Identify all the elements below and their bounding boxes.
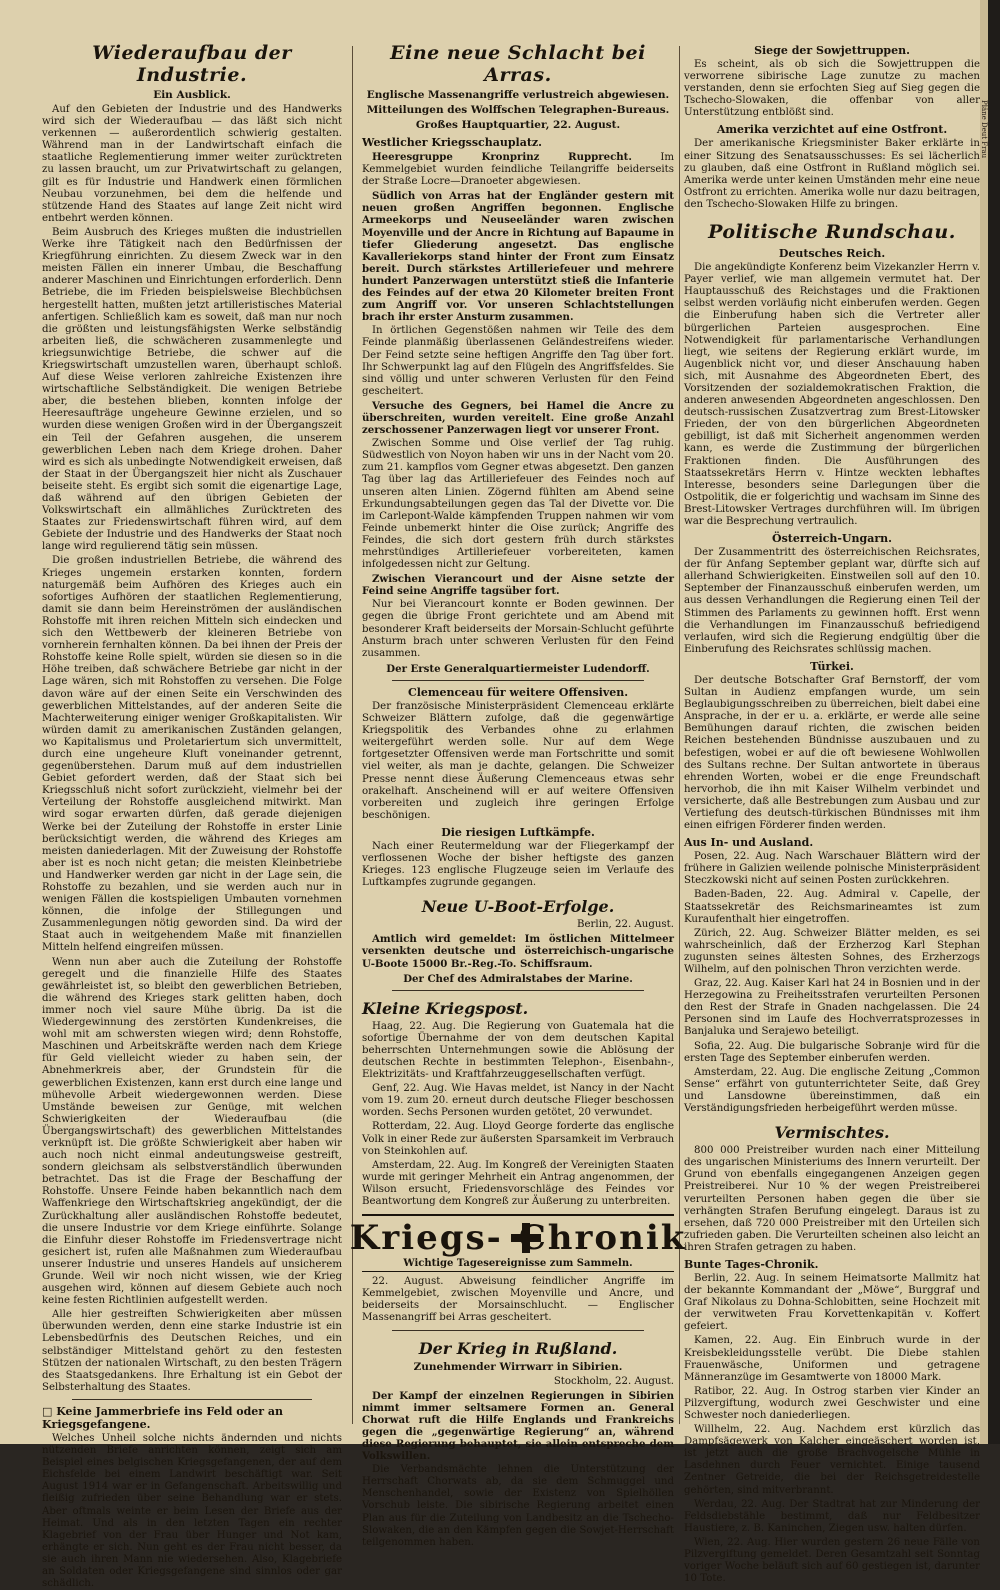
paragraph: In örtlichen Gegenstößen nahmen wir Teile des dem Feinde planmäßig überlassenen Geländestreifens wieder. Der Feind setzte seine heftigen Angriffe den Tag über fort. Ihr Schwerpunkt lag auf den Flügeln des Angriffsfeldes. Sie sind völlig und unter schweren Verlusten für den Feind gescheitert. [362, 325, 674, 397]
paragraph: Auf den Gebieten der Industrie und des Handwerks wird sich der Wiederaufbau — das läßt sich nicht verkennen — außerordentlich schwierig gestalten. Während man in der Landwirtschaft einfach die staatliche Reglementierung immer weiter zurücktreten zu lassen braucht, um zur Privatwirtschaft zu gelangen, gilt es für Industrie und Handwerk einen förmlichen Neubau vorzunehmen, bei dem die helfende und stützende Hand des Staates auf lange Zeit nicht wird entbehrt werden können. [42, 104, 342, 224]
subsection-heading: Aus In- und Ausland. [684, 836, 814, 850]
divider [392, 680, 644, 681]
section-heading: Der Krieg in Rußland. [418, 1338, 618, 1358]
news-item: Wien, 22. Aug. Hier wurden gestern 26 neue Fälle von Pilzvergiftung gemeldet. Deren Gesamtzahl seit Sonntag voriger Woche beläuft sich auf 60 gestiegen ist, darunter 10 Tote. [684, 1536, 980, 1585]
note-title: □ Keine Jammerbriefe ins Feld oder an Kriegsgefangene. [42, 1404, 284, 1431]
news-item: Amsterdam, 22. Aug. Im Kongreß der Vereinigten Staaten wurde mit geringer Mehrheit ein Antrag angenommen, der Wilson ersucht, Friedensvorschläge des Feindes vor Beantwortung dem Kongreß zur Äußerung zu unterbreiten. [362, 1159, 674, 1208]
section-heading: Vermischtes. [774, 1123, 890, 1143]
note-paragraph: Welches Unheil solche nichts ändernden und nichts nützenden Briefe anrichten können, zeigt sich am Beispiel eines belgischen Kriegsgefangenen, der auf dem Eichsfelde bei einem Landwirt beschäftigt war. Seit August 1914 war er in Gefangenschaft. Arbeitswillig und fleißig zufrieden über seine Behandlung war er stets. Aber oftmals weinte er beim Lesen der Briefe aus der Heimat. Und als in den letzten Tagen ein rechter Klagebrief von der Frau über Hunger und Not kam, erhängte er sich. Nun geht es der Frau nicht besser, da sie auch ihren Mann nie wiedersehen. Also, Klagebriefe an Soldaten oder Kriegsgefangene sind sinnlos oder gar schädlich. [42, 1432, 342, 1590]
paragraph: Die angekündigte Konferenz beim Vizekanzler Herrn v. Payer verlief, wie man allgemein vermutet hat. Der Hauptausschuß des Reichstages und die Fraktionen selbst werden vorläufig nicht einberufen werden. Gegen die Einberufung haben sich die Vertreter aller bürgerlichen Parteien ausgesprochen. Eine Notwendigkeit für parlamentarische Verhandlungen liegt, wie seitens der Regierung erklärt wurde, im Augenblick nicht vor, und dieser Anschauung haben sich, mit Ausnahme des Abgeordneten Ebert, des Vorsitzenden der sozialdemokratischen Fraktion, die anderen anwesenden Abgeordneten angeschlossen. Den deutsch-russischen Zusatzvertrag zum Brest-Litowsker Frieden, der von den bürgerlichen Abgeordneten gebilligt, ist daß mit Sicherheit angenommen werden kann, es werde die Zustimmung der bürgerlichen Fraktionen finden. Die Ausführungen des Staatssekretärs Herrn v. Hintze weckten lebhaftes Interesse, besonders seine Darlegungen über die Ostpolitik, die er folgerichtig und wachsam im Sinne des Brest-Litowsker Vertrages durchführen will. Im übrigen war die Besprechung vertraulich. [684, 262, 980, 527]
bold-paragraph: Versuche des Gegners, bei Hamel die Ancre zu überschreiten, wurden vereitelt. Eine große Anzahl zerschossener Panzerwagen liegt vor unserer Front. [362, 399, 674, 437]
article-title: Wiederaufbau der Industrie. [92, 42, 292, 86]
column-politics [684, 40, 980, 1585]
kriegs-chronik-banner [349, 1214, 687, 1272]
paragraph: Es scheint, als ob sich die Sowjettruppen die verworrene sibirische Lage zunutze zu machen verstanden, denn sie erfochten Sieg auf Sieg gegen die Tschecho-Slowaken, die offenbar von aller Unterstützung entblößt sind. [684, 59, 980, 119]
subsection-heading: Bunte Tages-Chronik. [684, 1257, 819, 1271]
chronicle-item: 22. August. Abweisung feindlicher Angriffe im Kemmelgebiet, zwischen Moyenville und Ancre, und beiderseits der Morsainschlucht. — Englischer Massenangriff bei Arras gescheitert. [362, 1276, 674, 1324]
news-item: Werdau, 22. Aug. Der Stadtrat hat zur Minderung der Feldsdiebstähle bestimmt, daß nur Feldbesitzer Haustiere, z. B. Kaninchen, Ziegen usw. halten dürfen. [684, 1498, 980, 1534]
dateline: Großes Hauptquartier, 22. August. [415, 119, 621, 131]
adjacent-page-sliver [980, 0, 988, 1444]
section-heading: Politische Rundschau. [708, 221, 956, 244]
banner-subtitle: Wichtige Tagesereignisse zum Sammeln. [403, 1258, 633, 1270]
divider [392, 990, 644, 991]
dateline: Berlin, 22. August. [577, 919, 674, 931]
banner-right-word: Chronik [518, 1218, 687, 1259]
paragraph: Der Zusammentritt des österreichischen Reichsrates, der für Anfang September geplant war, dürfte sich auf allerhand Schwierigkeiten. Einstweilen soll auf den 10. September der Finanzausschuß einberufen werden, um aus dessen Verhandlungen die Regierung einen Teil der Stimmen des Parlaments zu gewinnen hofft. Erst wenn die Verhandlungen im Finanzausschuß befriedigend verlaufen, wird sich die Regierung endgültig über die Einberufung des Reichsrates schlüssig machen. [684, 547, 980, 655]
paragraph: Beim Ausbruch des Krieges mußten die industriellen Werke ihre Tätigkeit nach den Bedürfnissen der Kriegführung einrichten. Zu diesem Zweck war in den meisten Fällen ein innerer Umbau, die Beschaffung anderer Maschinen und Einrichtungen erforderlich. Denn Betriebe, die im Frieden beispielsweise Blechbüchsen hergestellt hatten, mußten jetzt artilleristisches Material anfertigen. Schließlich kam es soweit, daß man nur noch die größten und leistungsfähigsten Werke selbständig arbeiten ließ, die schwächeren zusammenlegte und kriegsunwichtige Betriebe, die schwer auf die Kriegswirtschaft umzustellen waren, überhaupt schloß. Auf diese Weise verloren zahlreiche Existenzen ihre wirtschaftliche Selbständigkeit. Die wenigen Betriebe aber, die bestehen blieben, konnten infolge der Heeresaufträge ungeheure Gewinne erzielen, und so wurden diese wenigen Großen wird in der Übergangszeit ein Teil der Gefahren ausgehen, die unserem gewerblichen Leben nach dem Kriege drohen. Daher wird es sich als unbedingte Notwendigkeit erweisen, daß der Staat in der Übergangszeit hier nicht als Zuschauer beiseite steht. Es ergibt sich somit die eigenartige Lage, daß während auf den übrigen Gebieten der Volkswirtschaft ein allmähliches Zurücktreten des Staates zur Friedenswirtschaft führen wird, auf dem Gebiete der Industrie und des Handwerks der Staat noch lange wird regulierend tätig sein müssen. [42, 226, 342, 553]
bold-paragraph: Südlich von Arras hat der Engländer gestern mit neuen großen Angriffen begonnen. Englische Armeekorps und Neuseeländer waren zwischen Moyenville und der Ancre in Richtung auf Bapaume in tiefer Gliederung angesetzt. Das englische Kavalleriekorps stand hinter der Front zum Einsatz bereit. Durch stärkstes Artilleriefeuer und mehrere hundert Panzerwagen unterstützt stieß die Infanterie des Feindes auf der etwa 20 Kilometer breiten Front zum Angriff vor. Vor unseren Schlachtstellungen brach ihr erster Ansturm zusammen. [362, 190, 674, 324]
news-item: Baden-Baden, 22. Aug. Admiral v. Capelle, der Staatssekretär des Reichsmarineamtes ist zum Kuraufenthalt hier eingetroffen. [684, 889, 980, 925]
article-title: Eine neue Schlacht bei Arras. [390, 42, 646, 86]
paragraph: Wenn nun aber auch die Zuteilung der Rohstoffe geregelt und die finanzielle Hilfe des Staates gewährleistet ist, so bleibt den gewerblichen Betrieben, die während des Krieges stark gelitten haben, doch immer noch viel saure Mühe übrig. Da ist die Wiedergewinnung des zerstörten Kundenkreises, die wohl mit am schwersten wiegen wird; denn Rohstoffe, Maschinen und Arbeitskräfte werden nach dem Kriege für Geld vielleicht wieder zu haben sein, der Abnehmerkreis aber, der Grundstein für die gewerblichen Existenzen, kann erst durch eine lange und mühevolle Arbeit wiedergewonnen werden. Diese Umstände beweisen zur Genüge, mit welchen Schwierigkeiten der Wiederaufbau (die Übergangswirtschaft) des gewerblichen Mittelstandes verknüpft ist. Die größte Schwierigkeit aber haben wir auch noch nicht einmal andeutungsweise gestreift, sondern gleichsam als selbstverständlich überwunden betrachtet. Das ist die Frage der Beschaffung der Rohstoffe. Unsere Feinde haben bekanntlich nach dem Waffenkriege den Wirtschaftskrieg angekündigt, der die Zurückhaltung aller ausländischen Rohstoffe bedeutet, die unsere Industrie vor dem Kriege einführte. Solange die Einfuhr dieser Rohstoffe im Friedensvertrage nicht gesichert ist, rufen alle Maßnahmen zum Wiederaufbau unserer Industrie und unseres Handels auf unsicherem Grunde. Weil wir noch nicht wissen, wie der Krieg ausgehen wird, können auf diesem Gebiete auch noch keine festen Richtlinien aufgestellt werden. [42, 956, 342, 1307]
section-heading: Amerika verzichtet auf eine Ostfront. [716, 123, 948, 137]
signature: Der Erste Generalquartiermeister Ludendorff. [386, 662, 650, 675]
source-line: Mitteilungen des Wolffschen Telegraphen-Bureaus. [366, 104, 670, 116]
margin-text: Pläne Deut Frau [980, 100, 988, 159]
bold-paragraph: Der Kampf der einzelnen Regierungen in Sibirien nimmt immer seltsamere Formen an. General Chorwat ruft die Hilfe Englands und Frankreichs gegen die „gegenwärtige Regierung“ an, während diese Regierung behauptet, sie allein entspreche dem Volkswillen. [362, 1389, 674, 1463]
dateline: Stockholm, 22. August. [553, 1375, 674, 1387]
paragraph: Der deutsche Botschafter Graf Bernstorff, der vom Sultan in Audienz empfangen wurde, um sein Beglaubigungsschreiben zu überreichen, bielt dabei eine Ansprache, in der er u. a. erklärte, er werde alle seine Bemühungen darauf richten, die zwischen beiden Reichen bestehenden Bündnisse auszubauen und zu befestigen, wobei er auf die oft bewiesene Wohlwollen des Sultans rechne. Der Sultan antwortete in überaus ehrenden Worten, wobei er die enge Freundschaft hervorhob, die ihn mit Kaiser Wilhelm verbindet und versicherte, daß alle Bestrebungen zum Ausbau und zur Vertiefung des deutsch-türkischen Bündnisses mit ihm einen eifrigen Förderer finden werden. [684, 674, 980, 832]
news-item: Genf, 22. Aug. Wie Havas meldet, ist Nancy in der Nacht vom 19. zum 20. erneut durch deutsche Flieger beschossen worden. Sechs Personen wurden getötet, 20 verwundet. [362, 1083, 674, 1119]
news-item: Amsterdam, 22. Aug. Die englische Zeitung „Common Sense“ erfährt von gutunterrichteter Seite, daß Grey und Lansdowne übereinstimmen, daß ein Verständigungsfrieden herbeigeführt werden müsse. [684, 1066, 980, 1115]
divider [392, 1330, 644, 1331]
news-item: Graz, 22. Aug. Kaiser Karl hat 24 in Bosnien und in der Herzegowina zu Freiheitsstrafen verurteilten Personen den Rest der Strafe in Gnaden nachgelassen. Die 24 Personen sind im Laufe des Hochverratsprozesses in Banjaluka und Serajewo beteiligt. [684, 978, 980, 1038]
signature: Der Chef des Admiralstabes der Marine. [403, 972, 633, 985]
column-war-news [349, 40, 687, 1548]
group-text: Im Kemmelgebiet wurden feindliche Teilangriffe beiderseits der Straße Locre—Dranoeter abgewiesen. [362, 152, 674, 188]
subsection-heading: Österreich-Ungarn. [772, 532, 892, 546]
news-item: Willhelm, 22. Aug. Nachdem erst kürzlich das Dampfsägewerk von Kalcher eingeäschert worden ist, ist jetzt auch die große Brachvogelsche Mühle in Lasdehnen durch Feuer vernichtet. Einige tausend Zentner Getreide, die bei der Reichsgetreidestelle gehörten, sind mitverbrannt. [684, 1424, 980, 1496]
paragraph: Die Verbandsmächte lehnen die Unterstützung der Herrschaft Chorwats ab, da sie dem Schmuggel und Menschenhandel, sowie der Existenz von Spielhöllen Vorschub leiste. Die sibirische Regierung arbeitet einen Plan aus für die Zuteilung von Landbesitz an die Tschecho-Slowaken, die an den Kämpfen gegen die Sowjet-Herrschaft teilgenommen haben. [362, 1464, 674, 1548]
paragraph: 800 000 Preistreiber wurden nach einer Mitteilung des ungarischen Ministeriums des Innern verurteilt. Der Grund von ebenfalls eingegangenen Anzeigen gegen Preistreiberei. Nur 10 % der wegen Preistreiberei verurteilten Personen haben gegen die über sie verhängten Strafen Berufung eingelegt. Daraus ist zu ersehen, daß 720 000 Preistreiber mit den Urteilen sich zufrieden gaben. Die Verurteilten scheinen also leicht an ihren Strafen getragen zu haben. [684, 1145, 980, 1253]
adjacent-page-edge [980, 0, 1000, 1444]
news-item: Sofia, 22. Aug. Die bulgarische Sobranje wird für die ersten Tage des September einberufen werden. [684, 1040, 980, 1064]
paragraph: Zwischen Somme und Oise verlief der Tag ruhig. Südwestlich von Noyon haben wir uns in der Nacht vom 20. zum 21. kampflos vom Gegner etwas abgesetzt. Den ganzen Tag über lag das Artilleriefeuer des Feindes noch auf unseren alten Linien. Zögernd fühlten am Abend seine Erkundungsabteilungen gegen das Tal der Divette vor. Die im Carlepont-Walde kämpfenden Truppen nahmen wir vom Feinde unbemerkt hinter die Oise zurück; Angriffe des Feindes, die sich dort gestern früh durch stärkstes mehrstündiges Artilleriefeuer vorbereiteten, kamen infolgedessen nicht zur Geltung. [362, 438, 674, 571]
divider [72, 1399, 312, 1400]
section-heading: Clemenceau für weitere Offensiven. [407, 685, 629, 699]
paragraph: Der französische Ministerpräsident Clemenceau erklärte Schweizer Blättern zufolge, daß die gegenwärtige Kriegspolitik des Verbandes ohne zu erlahmen weitergeführt werden solle. Nur auf dem Wege fortgesetzter Offensiven werde man Fortschritte und somit viel weiter, als man je dachte, gelangen. Die Schweizer Presse nennt diese Äußerung Clemenceaus etwas sehr orakelhaft. Anscheinend will er auf weitere Offensiven vorbereiten und zugleich ihre geringen Erfolge beschönigen. [362, 700, 674, 821]
paragraph: Nur bei Vierancourt konnte er Boden gewinnen. Der gegen die übrige Front gerichtete und am Abend mit besonderer Kraft beiderseits der Morsain-Schlucht geführte Ansturm brach unter schweren Verlusten für den Feind zusammen. [362, 599, 674, 659]
subsection-heading: Deutsches Reich. [778, 247, 886, 261]
subsection-heading: Türkei. [810, 659, 854, 673]
section-heading: Siege der Sowjettruppen. [754, 44, 910, 57]
news-item: Rotterdam, 22. Aug. Lloyd George forderte das englische Volk in einer Rede zur äußersten Sparsamkeit im Verbrauch von Steinkohlen auf. [362, 1121, 674, 1157]
news-item: Kamen, 22. Aug. Ein Einbruch wurde in der Kreisbekleidungsstelle verübt. Die Diebe stahlen Frauenwäsche, Uniformen und getragene Männeranzüge im Gesamtwerte von 18000 Mark. [684, 1335, 980, 1383]
news-item: Posen, 22. Aug. Nach Warschauer Blättern wird der frühere in Galizien weilende polnische Ministerpräsident Steczkowski nicht auf seinen Posten zurückkehren. [684, 851, 980, 887]
news-item: Ratibor, 22. Aug. In Ostrog starben vier Kinder an Pilzvergiftung, wodurch zwei Geschwister und eine Schwester noch daniederliegen. [684, 1385, 980, 1421]
bold-paragraph: Zwischen Vierancourt und der Aisne setzte der Feind seine Angriffe tagsüber fort. [362, 573, 674, 598]
section-heading: Kleine Kriegspost. [362, 998, 529, 1018]
bold-paragraph: Amtlich wird gemeldet: Im östlichen Mittelmeer versenkten deutsche und österreichisch-ungarische U-Boote 15000 Br.-Reg.-To. Schiffsraum. [362, 933, 674, 970]
article-subtitle: Englische Massenangriffe verlustreich abgewiesen. [366, 89, 670, 101]
paragraph: Nach einer Reutermeldung war der Fliegerkampf der verflossenen Woche der bisher heftigste des ganzen Krieges. 123 englische Flugzeuge seien im Verlaufe des Luftkampfes zugrunde gegangen. [362, 840, 674, 889]
section-heading: Neue U-Boot-Erfolge. [421, 897, 615, 917]
news-item: Zürich, 22. Aug. Schweizer Blätter melden, es sei wahrscheinlich, daß der Erzherzog Karl Stephan zugunsten seines ältesten Sohnes, des Erzherzogs Wilhelm, auf den polnischen Thron verzichten werde. [684, 927, 980, 975]
paragraph: Die großen industriellen Betriebe, die während des Krieges ungemein erstarken konnten, fordern naturgemäß beim Aufhören des Krieges auch ein sofortiges Aufhören der staatlichen Reglementierung, damit sie dann beim Hereinströmen der ausländischen Rohstoffe mit ihren reichen Mitteln sich eindecken und sich den Wettbewerb der kleineren Betriebe von vornherein fernhalten können. Da bei ihnen der Preis der Rohstoffe keine Rolle spielt, würden sie diesen so in die Höhe treiben, daß schwächere Betriebe gar nicht in der Lage wären, sich mit Rohstoffen zu versehen. Die Folge davon wäre auf der einen Seite ein Verschwinden des gewerblichen Mittelstandes, auf der anderen Seite die Machterweiterung einiger weniger Großkapitalisten. Wir würden damit zu amerikanischen Zuständen gelangen, wo Kapitalismus und Proletariertum sich unvermittelt, durch eine ungeheure Kluft voneinander getrennt, gegenüberstehen. Darum muß auf dem industriellen Gebiet gefordert werden, daß der Staat sich bei Kriegsschluß nicht sofort zurückzieht, vielmehr bei der Verteilung der Rohstoffe ausgleichend mitwirkt. Man wird sogar erwarten dürfen, daß gerade diejenigen Werke bei der Zuteilung der Rohstoffe in erster Linie berücksichtigt werden, die während des Krieges am meisten daniederlagen. Mit der Zuweisung der Rohstoffe aber ist es noch nicht getan; die meisten Kleinbetriebe und Handwerker werden gar nicht in der Lage sein, die Rohstoffe zu bezahlen, und sie werden auch nur in wenigen Fällen die kostspieligen Umbauten vornehmen können, die infolge der Stillegungen und Zusammenlegungen nötig geworden sind. Da wird der Staat auch in weitgehendem Maße mit finanziellen Mitteln helfend eingreifen müssen. [42, 555, 342, 954]
news-item: Berlin, 22. Aug. In seinem Heimatsorte Mallmitz hat der bekannte Kommandant der „Möwe“, Burggraf und Graf Nikolaus zu Dohna-Schlobitten, seine Hochzeit mit der verwitweten Frau Korvettenkapitän v. Koffert gefeiert. [684, 1272, 980, 1333]
group-heading: Heeresgruppe Kronprinz Rupprecht. [372, 151, 632, 163]
paragraph: Der amerikanische Kriegsminister Baker erklärte in einer Sitzung des Senatsausschusses: Es sei lächerlich zu glauben, daß eine Ostfront in Rußland möglich sei. Amerika werde unter keinen Umständen mehr eine neue Ostfront zu errichten. Amerika wolle nur dazu beitragen, den Tschecho-Slowaken Hilfe zu bringen. [684, 138, 980, 210]
news-item: Haag, 22. Aug. Die Regierung von Guatemala hat die sofortige Übernahme der von dem deutschen Kapital beherrschten Unternehmungen sowie die Ablösung der deutschen Rechte in bestimmten Telephon-, Eisenbahn-, Elektrizitäts- und Kraftfahrzeuggesellschaften verfügt. [362, 1020, 674, 1081]
article-subtitle: Ein Ausblick. [153, 89, 231, 101]
section-heading: Westlicher Kriegsschauplatz. [362, 136, 542, 149]
paragraph: Alle hier gestreiften Schwierigkeiten aber müssen überwunden werden, denn eine starke Industrie ist ein Lebensbedürfnis des Deutschen Reiches, und ein selbständiger Mittelstand gehört zu den festesten Stützen der nationalen Wirtschaft, zu den besten Trägern des Staatsgedankens. Ihre Erhaltung ist ein Gebot der Selbsterhaltung des Staates. [42, 1309, 342, 1393]
article-subtitle: Zunehmender Wirrwarr in Sibirien. [413, 1360, 623, 1373]
banner-left-word: Kriegs- [349, 1218, 503, 1259]
section-heading: Die riesigen Luftkämpfe. [441, 825, 595, 839]
column-industry [42, 40, 342, 1590]
